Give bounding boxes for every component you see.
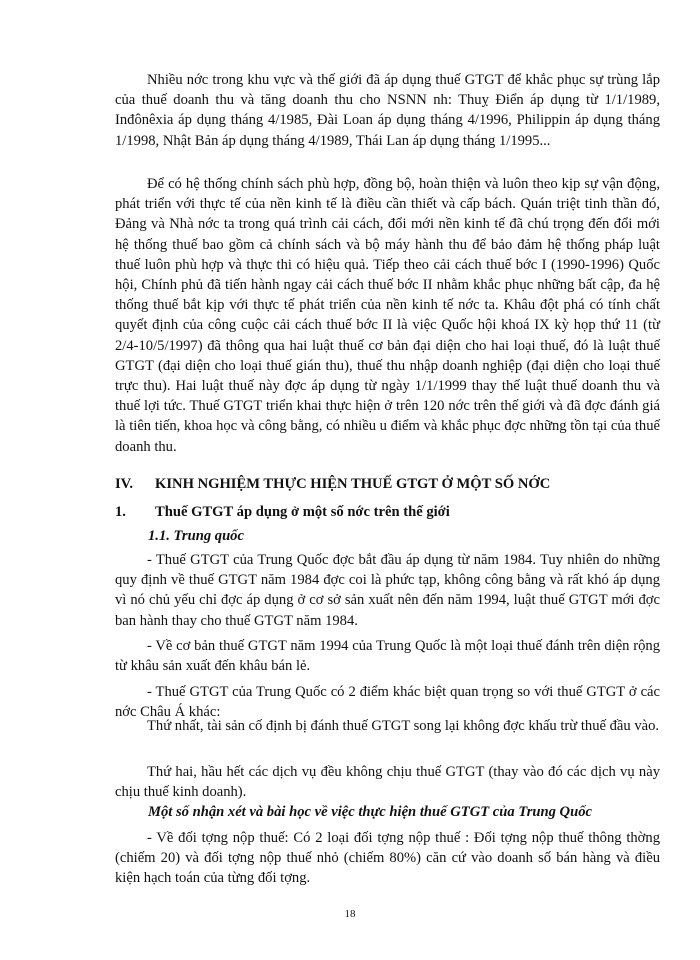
subsection-heading (115, 502, 675, 522)
subsection-title: Thuế GTGT áp dụng ở một số nớc trên thế giới (155, 504, 450, 520)
paragraph-first-point: Thứ nhất, tài sản cố định bị đánh thuế GTGT song lại không đợc khấu trừ thuế đầu vào. (147, 718, 660, 734)
remarks-heading: Một số nhận xét và bài học về việc thực hiện thuế GTGT của Trung Quốc (148, 804, 592, 820)
subsubsection-heading: 1.1. Trung quốc (148, 528, 244, 544)
paragraph-intro: Nhiều nớc trong khu vực và thế giới đã áp dụng thuế GTGT để khắc phục sự trùng lắp của thuế doanh thu và tăng doanh thu cho NSNN nh: Thuỵ Điển áp dụng từ 1/1/1989, Inđônêxia áp dụng tháng 4/1985, Đài Loan áp dụng tháng 4/1996, Philippin áp dụng tháng 1/1998, Nhật Bản áp dụng tháng 4/1989, Thái Lan áp dụng tháng 1/1995... (115, 72, 660, 149)
section-heading (115, 474, 675, 494)
section-title: KINH NGHIỆM THỰC HIỆN THUẾ GTGT Ở MỘT SỐ NỚC (155, 476, 551, 492)
section-number: IV. (115, 476, 133, 492)
subsection-number: 1. (115, 504, 126, 520)
paragraph-taxpayers: - Về đối tợng nộp thuế: Có 2 loại đối tợng nộp thuế : Đối tợng nộp thuế thông thờng (chiếm 20) và đối tợng nộp thuế nhỏ (chiếm 80%) căn cứ vào doanh số bán hàng và điều kiện hạch toán của từng đối tợng. (115, 830, 660, 887)
paragraph-china-history: - Thuế GTGT của Trung Quốc đợc bắt đầu áp dụng từ năm 1984. Tuy nhiên do những quy định về thuế GTGT năm 1984 đợc coi là phức tạp, không công bằng và rất khó áp dụng vì nó chủ yếu chỉ đợc áp dụng ở cơ sở sản xuất nên đến năm 1994, luật thuế GTGT mới đợc ban hành thay cho thuế GTGT năm 1984. (115, 552, 660, 629)
paragraph-china-differences: - Thuế GTGT của Trung Quốc có 2 điểm khác biệt quan trọng so với thuế GTGT ở các nớc Châu Á khác: (115, 684, 660, 721)
paragraph-reform: Để có hệ thống chính sách phù hợp, đồng bộ, hoàn thiện và luôn theo kịp sự vận động, phát triển với thực tế của nền kinh tế là điều cần thiết và cấp bách. Quán triệt tinh thần đó, Đảng và Nhà nớc ta trong quá trình cải cách, đổi mới nền kinh tế đã chú trọng đến đổi mới hệ thống thuế bao gồm cả chính sách và bộ máy hành thu để bảo đảm hệ thống pháp luật thuế luôn phù hợp và thực thi có hiệu quả. Tiếp theo cải cách thuế bớc I (1990-1996) Quốc hội, Chính phủ đã tiến hành ngay cải cách thuế bớc II nhằm khắc phục những bất cập, đa hệ thống thuế bắt kịp với thực tế phát triển của nền kinh tế nớc ta. Khâu đột phá có tính chất quyết định của công cuộc cải cách thuế bớc II là việc Quốc hội khoá IX kỳ họp thứ 11 (từ 2/4-10/5/1997) đã thông qua hai luật thuế cơ bản đại diện cho hai loại thuế, đó là luật thuế GTGT (đại diện cho loại thuế gián thu), thuế thu nhập doanh nghiệp (đại diện cho loại thuế trực thu). Hai luật thuế này đợc áp dụng từ ngày 1/1/1999 thay thế luật thuế doanh thu và thuế lợi tức. Thuế GTGT triển khai thực hiện ở trên 120 nớc trên thế giới và đã đợc đánh giá là tiên tiến, khoa học và công bằng, có nhiều u điểm và khắc phục đợc những tồn tại của thuế doanh thu. (115, 176, 660, 455)
paragraph-second-point: Thứ hai, hầu hết các dịch vụ đều không chịu thuế GTGT (thay vào đó các dịch vụ này chịu thuế kinh doanh). (115, 764, 660, 801)
paragraph-china-scope: - Về cơ bản thuế GTGT năm 1994 của Trung Quốc là một loại thuế đánh trên diện rộng từ khâu sản xuất đến khâu bán lẻ. (115, 638, 660, 675)
page-number: 18 (344, 908, 356, 920)
